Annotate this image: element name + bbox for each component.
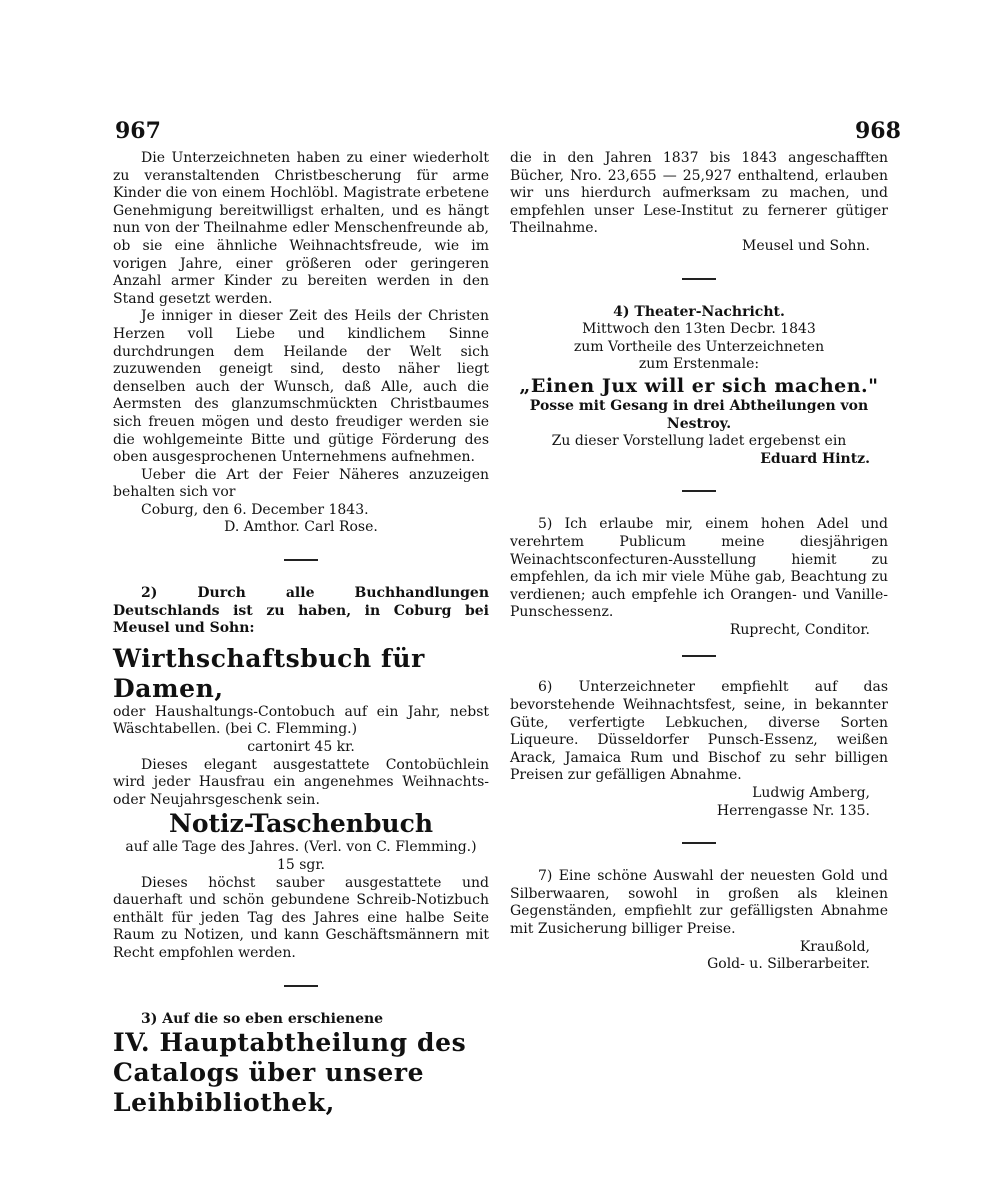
notice6-signature-address: Herrengasse Nr. 135. <box>716 802 870 819</box>
notice5-signature: Ruprecht, Conditor. <box>729 621 870 638</box>
separator-dash <box>682 490 716 492</box>
notice3-continuation: die in den Jahren 1837 bis 1843 angeschafften Bücher, Nro. 23,655 — 25,927 enthaltend, erlauben wir uns hierdurch aufmerksam zu machen, und empfehlen unser Lese-Institut zu fernerer gütiger Theilnahme. <box>510 150 888 237</box>
separator-dash <box>284 985 318 987</box>
notice4-benefit: zum Vortheile des Unterzeichneten <box>573 338 825 355</box>
separator-dash <box>682 655 716 657</box>
notice4-invite: Zu dieser Vorstellung ladet ergebenst ein <box>551 433 847 450</box>
notice4-play-title: „Einen Jux will er sich machen." <box>519 374 879 397</box>
page-number-left: 967 <box>115 118 161 144</box>
notice2-intro: 2) Durch alle Buchhandlungen Deutschlands ist zu haben, in Coburg bei Meusel und Sohn: <box>113 585 489 637</box>
notice5-text: 5) Ich erlaube mir, einem hohen Adel und verehrtem Publicum meine diesjährigen Weinachtsconfecturen-Ausstellung hiemit zu empfehlen, da ich mir viele Mühe gab, Beachtung zu verdienen; auch empfehle ich Orangen- und Vanille-Punschessenz. <box>510 516 888 621</box>
notice3-heading: IV. Hauptabtheilung des Catalogs über unsere Leihbibliothek, <box>113 1028 467 1118</box>
notice2-book2-price: 15 sgr. <box>276 857 325 873</box>
notice7-signature-title: Gold- u. Silberarbeiter. <box>707 956 870 973</box>
notice6-text: 6) Unterzeichneter empfiehlt auf das bevorstehende Weihnachtsfest, seine, in bekannter Güte, verfertigte Lebkuchen, diverse Sorten Liqueure. Düsseldorfer Punsch-Essenz, weißen Arack, Jamaica Rum und Bischof zu sehr billigen Preisen zur gefälligen Abnahme. <box>510 679 888 784</box>
separator-dash <box>284 559 318 561</box>
notice4-signature: Eduard Hintz. <box>760 450 870 467</box>
notice3-signature: Meusel und Sohn. <box>742 237 870 254</box>
notice2-book1-desc: Dieses elegant ausgestattete Contobüchlein wird jeder Hausfrau ein angenehmes Weihnachts- oder Neujahrsgeschenk sein. <box>113 756 489 808</box>
notice3-intro: 3) Auf die so eben erschienene <box>141 1010 384 1027</box>
notice1-signatures: D. Amthor. Carl Rose. <box>224 519 378 536</box>
notice2-book2-title: Notiz-Taschenbuch <box>168 809 434 839</box>
notice1-para3: Ueber die Art der Feier Näheres anzuzeigen behalten sich vor <box>113 466 489 501</box>
notice7-signature-name: Kraußold, <box>799 938 870 955</box>
notice1-para2: Je inniger in dieser Zeit des Heils der Christen Herzen voll Liebe und kindlichem Sinne durchdrungen dem Heilande der Welt sich zuzuwenden geneigt sind, desto näher liegt denselben auch der Wunsch, daß Alle, auch die Aermsten des glanzumschmückten Christbaumes sich freuen mögen und desto freudiger werden sie die wohlgemeinte Bitte und gütige Förderung des oben ausgesprochenen Unternehmens aufnehmen. <box>113 308 489 466</box>
left-column <box>113 150 489 1118</box>
notice4-play-desc: Posse mit Gesang in drei Abtheilungen von Nestroy. <box>529 397 869 432</box>
notice1-place-date: Coburg, den 6. December 1843. <box>141 501 369 518</box>
separator-dash <box>682 842 716 844</box>
page-number-right: 968 <box>855 118 901 144</box>
notice2-book2-desc: Dieses höchst sauber ausgestattete und dauerhaft und schön gebundene Schreib-Notizbuch enthält für jeden Tag des Jahres eine halbe Seite Raum zu Notizen, und kann Geschäftsmännern mit Recht empfohlen werden. <box>113 874 489 961</box>
notice2-book1-price: cartonirt 45 kr. <box>247 739 355 756</box>
notice6-signature-name: Ludwig Amberg, <box>752 785 870 802</box>
right-column <box>510 150 888 974</box>
notice2-book2-subtitle: auf alle Tage des Jahres. (Verl. von C. Flemming.) <box>125 839 477 856</box>
notice4-first-time: zum Erstenmale: <box>638 356 760 373</box>
notice4-heading: 4) Theater-Nachricht. <box>613 303 785 320</box>
notice1-para1: Die Unterzeichneten haben zu einer wiederholt zu veranstaltenden Christbescherung für arme Kinder die von einem Hochlöbl. Magistrate erbetene Genehmigung bereitwilligst erhalten, und es hängt nun von der Theilnahme edler Menschenfreunde ab, ob sie eine ähnliche Weihnachtsfreude, wie im vorigen Jahre, einer größeren oder geringeren Anzahl armer Kinder zu bereiten werden in den Stand gesetzt werden. <box>113 150 489 307</box>
notice2-book1-subtitle: oder Haushaltungs-Contobuch auf ein Jahr, nebst Wäschtabellen. (bei C. Flemming.) <box>113 703 489 738</box>
separator-dash <box>682 278 716 280</box>
notice7-text: 7) Eine schöne Auswahl der neuesten Gold und Silberwaaren, sowohl in großen als kleinen Gegenständen, empfiehlt zur gefälligsten Abnahme mit Zusicherung billiger Preise. <box>510 868 888 937</box>
notice4-date-line: Mittwoch den 13ten Decbr. 1843 <box>582 321 816 338</box>
notice2-book1-title: Wirthschaftsbuch für Damen, <box>113 643 425 703</box>
